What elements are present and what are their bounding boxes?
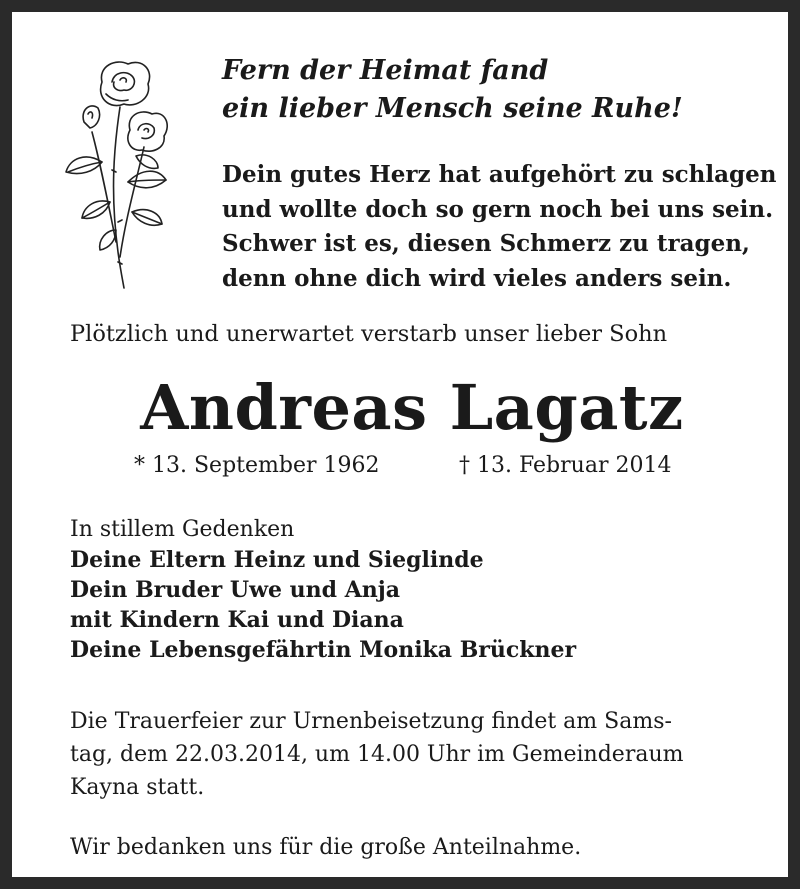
rose-icon: [62, 52, 172, 292]
mourner-line: Deine Lebensgefährtin Monika Brückner: [70, 637, 577, 663]
mourner-line: Dein Bruder Uwe und Anja: [70, 577, 400, 603]
service-line: Die Trauerfeier zur Urnenbeisetzung findet am Sams-: [70, 709, 672, 734]
funeral-service-notice: [70, 705, 760, 804]
mourner-line: mit Kindern Kai und Diana: [70, 607, 404, 633]
heading-line: ein lieber Mensch seine Ruhe!: [222, 93, 683, 124]
deceased-name: Andreas Lagatz: [140, 371, 684, 444]
service-line: Kayna statt.: [70, 775, 205, 800]
poem-line: Dein gutes Herz hat aufgehört zu schlagen: [222, 161, 777, 188]
service-line: tag, dem 22.03.2014, um 14.00 Uhr im Gemeinderaum: [70, 742, 684, 767]
mourners-label: In stillem Gedenken: [70, 517, 295, 542]
heading-quote: [222, 52, 782, 128]
poem-line: denn ohne dich wird vieles anders sein.: [222, 264, 732, 292]
poem-line: Schwer ist es, diesen Schmerz zu tragen,: [222, 230, 750, 257]
mourner-line: Deine Eltern Heinz und Sieglinde: [70, 547, 484, 573]
poem: [222, 158, 782, 296]
thanks-text: Wir bedanken uns für die große Anteilnahme.: [70, 835, 582, 860]
mourners-list: [70, 515, 770, 665]
heading-line: Fern der Heimat fand: [222, 55, 549, 86]
poem-line: und wollte doch so gern noch bei uns sein.: [222, 195, 774, 223]
intro-text: Plötzlich und unerwartet verstarb unser lieber Sohn: [70, 321, 668, 347]
birth-date: * 13. September 1962: [134, 453, 380, 478]
death-date: † 13. Februar 2014: [459, 453, 672, 478]
